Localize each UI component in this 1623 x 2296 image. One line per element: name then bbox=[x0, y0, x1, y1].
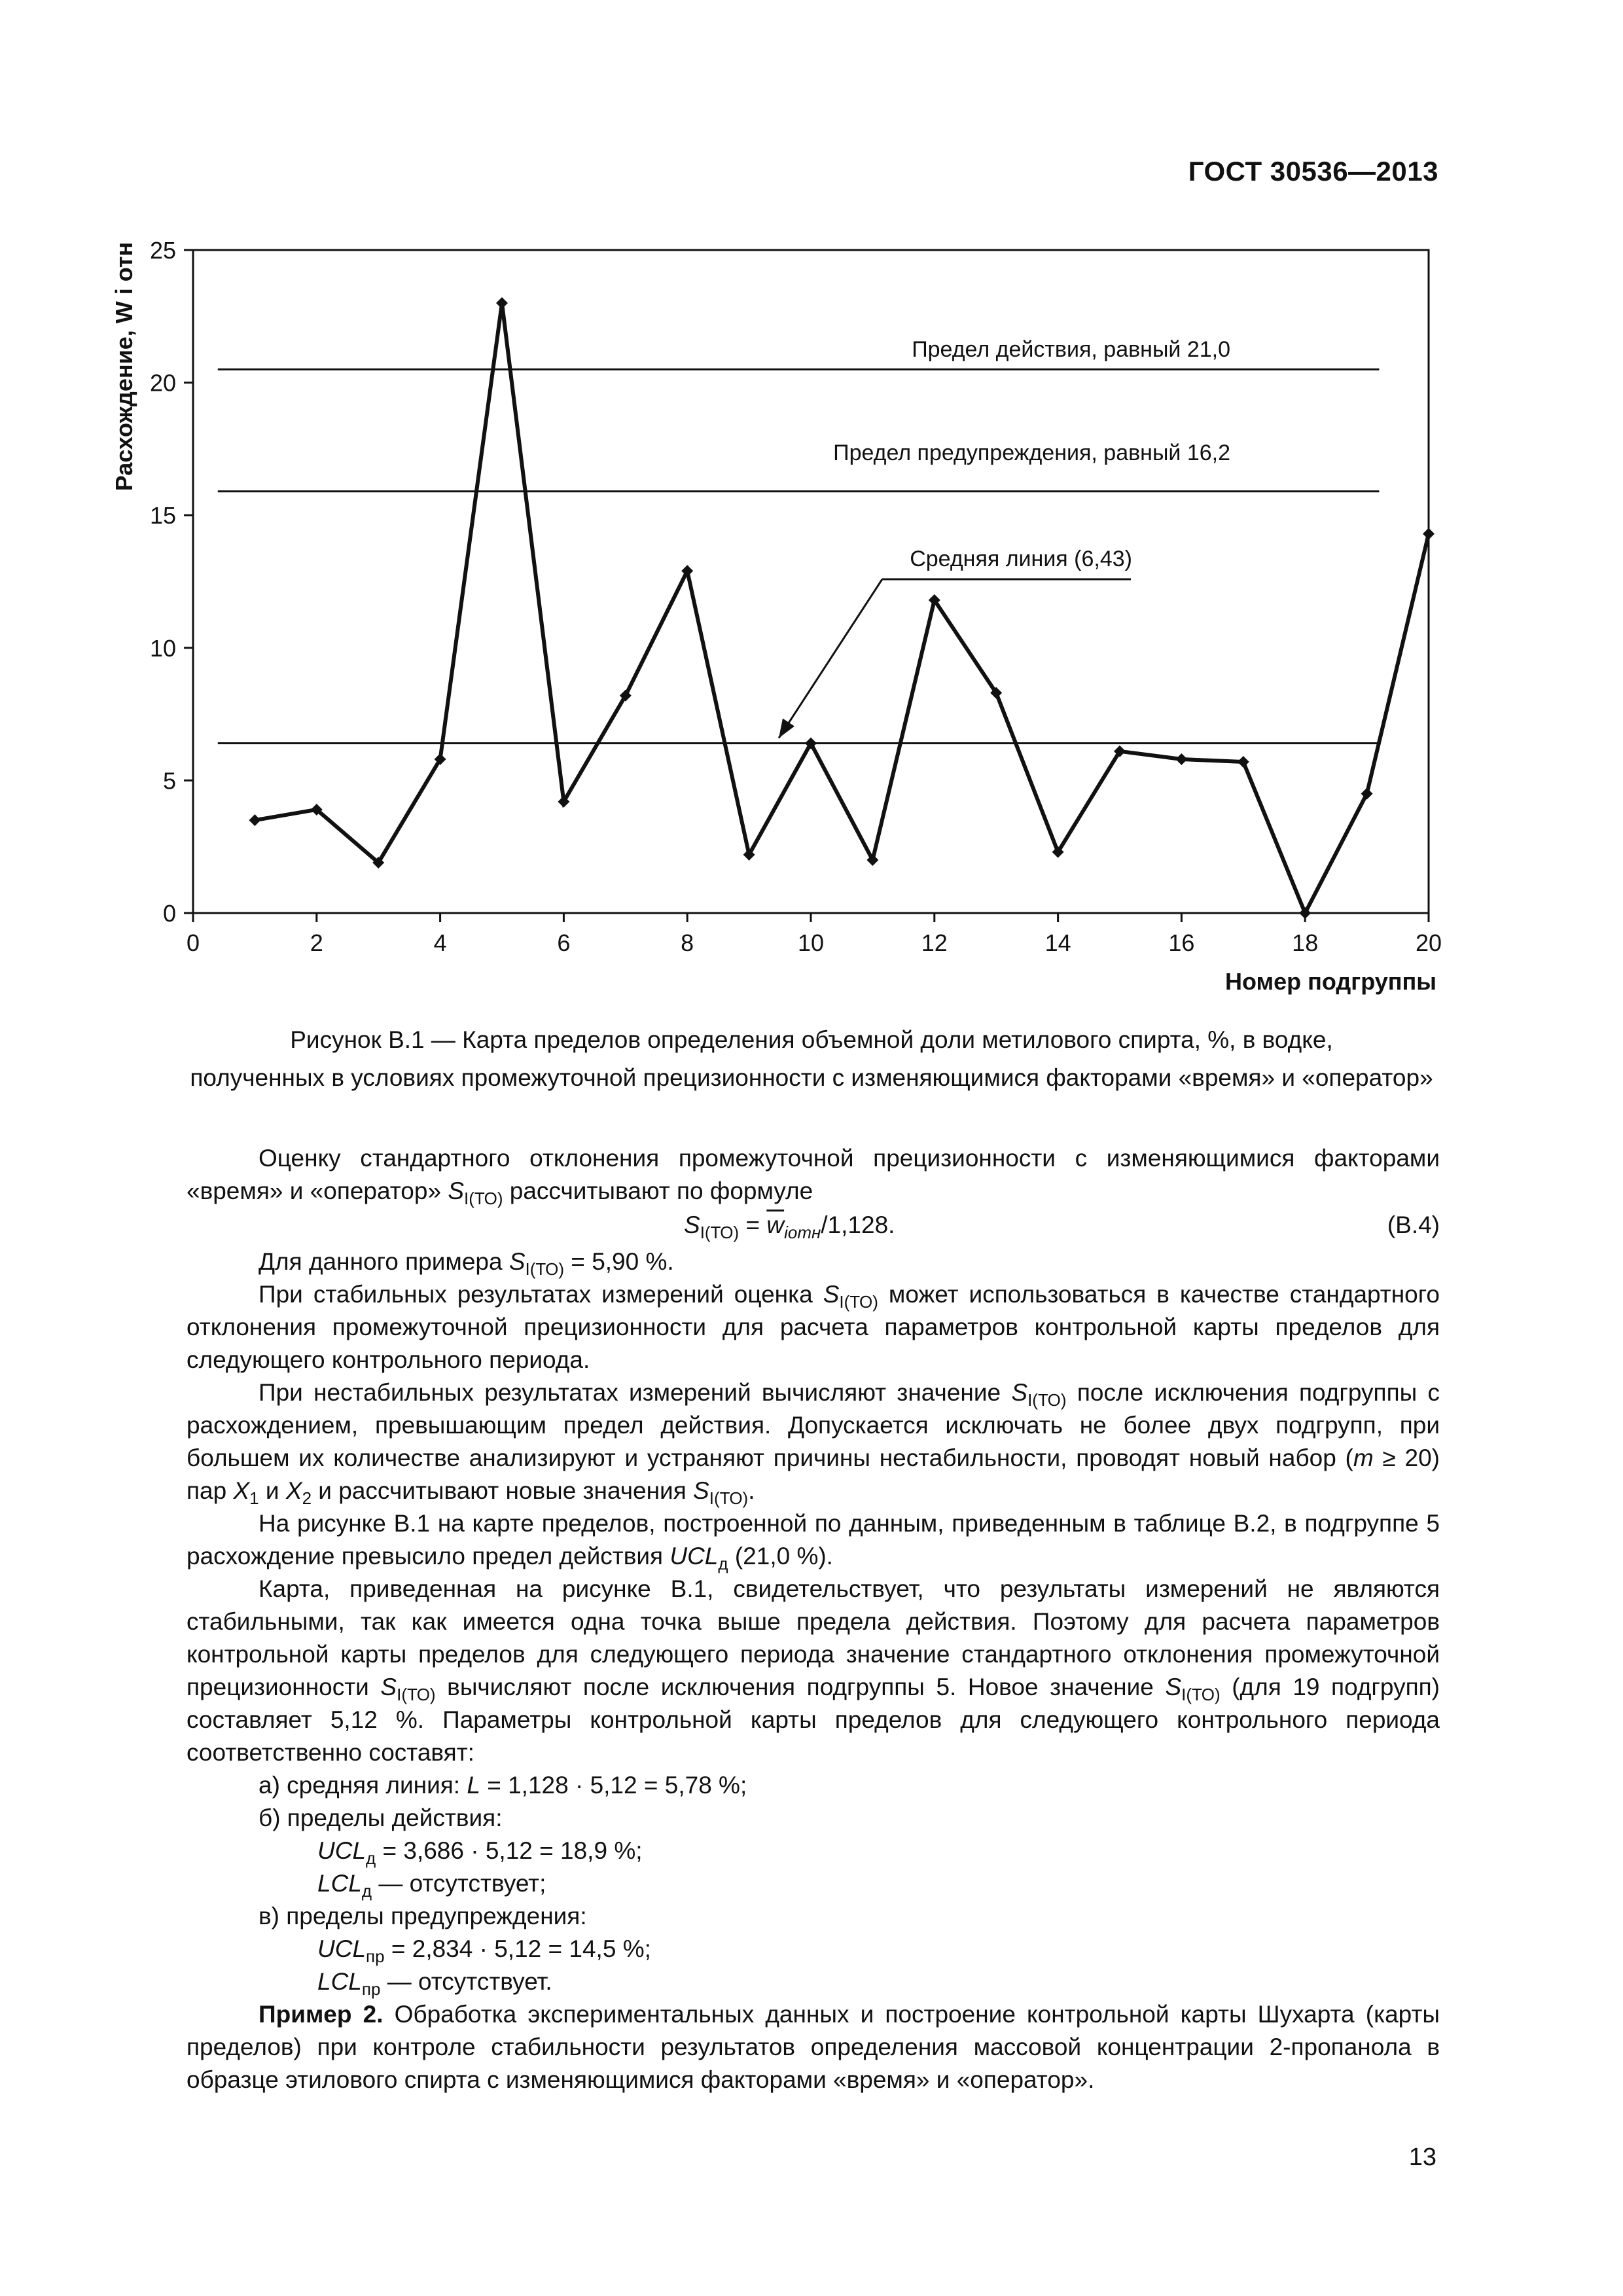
x-tick-label: 20 bbox=[1415, 929, 1442, 956]
list-item-b: б) пределы действия: bbox=[259, 1804, 503, 1831]
data-point bbox=[1175, 753, 1187, 765]
caption-line-2: полученных в условиях промежуточной прецизионности с изменяющимися факторами «время» и «оператор» bbox=[190, 1064, 1433, 1091]
list-item-a: а) средняя линия: L = 1,128 · 5,12 = 5,78 %; bbox=[259, 1772, 747, 1799]
y-tick-label: 15 bbox=[149, 502, 176, 529]
paragraph-example-value: Для данного примера $S_{I(ТО)} = 5,90$ %. bbox=[259, 1248, 674, 1279]
x-tick-label: 14 bbox=[1044, 929, 1071, 956]
control-chart bbox=[0, 0, 1623, 1021]
paragraph-stable: При стабильных результатах измерений оценка $S_{I(ТО)}$ может использоваться в качестве стандартного отклонения промежуточной прецизионности для расчета параметров контрольной карты пределов для следующего контрольного периода. bbox=[187, 1281, 1440, 1373]
formula-number: (В.4) bbox=[1387, 1211, 1440, 1238]
x-tick-label: 10 bbox=[797, 929, 825, 956]
x-tick-label: 18 bbox=[1292, 929, 1319, 956]
data-point bbox=[496, 297, 508, 309]
reference-lines bbox=[218, 337, 1380, 744]
x-axis-label: Номер подгруппы bbox=[1224, 968, 1436, 995]
x-tick-label: 2 bbox=[310, 929, 323, 956]
list-item-c2: $LCL_{пр}$ — отсутствует. bbox=[317, 1968, 552, 1999]
y-tick-label: 0 bbox=[162, 900, 176, 927]
list-item-b1: $UCL_д = 3,686 \cdot 5,12 = 18,9$ %; bbox=[317, 1837, 643, 1868]
data-point bbox=[249, 814, 260, 826]
paragraph-figure-ref: На рисунке В.1 на карте пределов, построенной по данным, приведенным в таблице В.2, в подгруппе 5 расхождение превысило предел действия $UCL_д$ (21,0 %). bbox=[187, 1510, 1440, 1573]
reference-line-label: Предел действия, равный 21,0 bbox=[912, 337, 1230, 362]
x-tick-label: 4 bbox=[433, 929, 447, 956]
x-tick-label: 6 bbox=[557, 929, 571, 956]
mean-pointer-arrow bbox=[779, 579, 882, 738]
list-item-c: в) пределы предупреждения: bbox=[259, 1903, 587, 1929]
plot-frame bbox=[193, 250, 1429, 913]
data-point bbox=[1238, 756, 1249, 768]
data-point bbox=[1423, 528, 1435, 540]
x-tick-label: 8 bbox=[681, 929, 694, 956]
page-number: 13 bbox=[1408, 2144, 1436, 2171]
paragraph-formula-intro: Оценку стандартного отклонения промежуточной прецизионности с изменяющимися факторами «время» и «оператор» $S_{I(ТО)}$ рассчитывают по формуле bbox=[187, 1145, 1440, 1208]
series-line bbox=[255, 303, 1429, 913]
chart-axes bbox=[150, 237, 1442, 956]
reference-line-label: Средняя линия (6,43) bbox=[910, 547, 1132, 571]
caption-line-1: Рисунок В.1 — Карта пределов определения объемной доли метилового спирта, %, в водке, bbox=[290, 1026, 1333, 1053]
document-code: ГОСТ 30536—2013 bbox=[1188, 156, 1438, 187]
figure-caption bbox=[92, 1021, 1531, 1097]
list-item-c1: $UCL_{пр} = 2,834 \cdot 5,12 = 14,5$ %; bbox=[317, 1935, 651, 1966]
y-tick-label: 10 bbox=[149, 634, 176, 662]
x-tick-label: 12 bbox=[921, 929, 948, 956]
paragraph-example-2: Пример 2. Обработка экспериментальных данных и построение контрольной карты Шухарта (карты пределов) при контроле стабильности результатов определения массовой концентрации 2-пропанола в образце этилового спирта с изменяющимися факторами «время» и «оператор». bbox=[187, 2001, 1440, 2093]
x-tick-label: 0 bbox=[186, 929, 200, 956]
plot-border bbox=[193, 250, 1429, 913]
paragraph-conclusion: Карта, приведенная на рисунке В.1, свидетельствует, что результаты измерений не являются стабильными, так как имеется одна точка выше предела действия. Поэтому для расчета параметров контрольной карты пределов для следующего периода значение стандартного отклонения промежуточной прецизионности $S_{I(ТО)}$ вычисляют после исключения подгруппы 5. Новое значение $S_{I(ТО)}$ (для 19 подгрупп) составляет 5,12 %. Параметры контрольной карты пределов для следующего контрольного периода соответственно составят: bbox=[187, 1575, 1440, 1766]
data-series bbox=[249, 297, 1435, 919]
y-tick-label: 25 bbox=[149, 237, 176, 264]
list-item-b2: $LCL_д$ — отсутствует; bbox=[317, 1870, 546, 1901]
y-tick-label: 20 bbox=[149, 369, 176, 397]
paragraph-unstable: При нестабильных результатах измерений вычисляют значение $S_{I(ТО)}$ после исключения подгруппы с расхождением, превышающим предел действия. Допускается исключать не более двух подгрупп, при большем их количестве анализируют и устраняют причины нестабильности, проводят новый набор (m ≥ 20) пар $X_1$ и $X_2$ и рассчитывают новые значения $S_{I(ТО)}$. bbox=[187, 1379, 1440, 1508]
formula-b4: $S_{I(ТО)} = \overline{w}_{iотн}/1,128$. (В.4) bbox=[187, 1209, 1440, 1242]
body-text bbox=[187, 1142, 1440, 2096]
reference-line-label: Предел предупреждения, равный 16,2 bbox=[833, 440, 1230, 465]
x-tick-label: 16 bbox=[1168, 929, 1195, 956]
y-axis-label: Расхождение, W i отн bbox=[111, 242, 137, 492]
y-tick-label: 5 bbox=[162, 767, 176, 795]
arrow-head bbox=[779, 719, 794, 738]
